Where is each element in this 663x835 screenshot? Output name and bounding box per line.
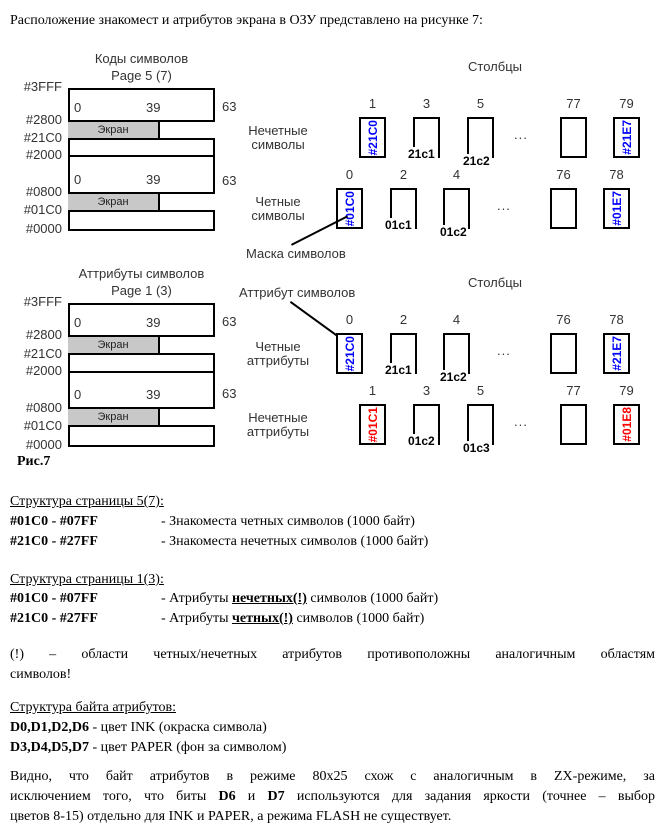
column-number: 2	[399, 312, 408, 327]
column-number: 4	[452, 312, 461, 327]
map1-page-label: Page 5 (7)	[111, 68, 172, 83]
map-col63-label: 63	[222, 173, 237, 188]
box-address-vertical: #21E7	[619, 120, 634, 155]
note-line: (!) – области четных/нечетных атрибутов противоположны аналогичным областям	[10, 647, 655, 662]
address-label: #21C0	[23, 346, 62, 361]
address-range-row	[10, 532, 428, 551]
intro-text: Расположение знакомест и атрибутов экрана в ОЗУ представлено на рисунке 7:	[10, 13, 483, 28]
column-number: 78	[609, 167, 624, 182]
range-description: - Атрибуты нечетных(!) символов (1000 байт)	[161, 591, 439, 606]
box-sublabel: 21c1	[385, 363, 412, 377]
screen-band	[68, 335, 215, 355]
column-box-first	[359, 404, 386, 445]
column-number: 1	[368, 96, 377, 111]
column-number: 3	[422, 96, 431, 111]
address-label: #2800	[25, 112, 62, 127]
map-col39-label: 39	[146, 100, 161, 115]
map1-title: Коды символов	[94, 51, 189, 66]
address-label: #3FFF	[23, 294, 62, 309]
map-divider-line	[68, 155, 215, 157]
screen-band	[68, 192, 215, 212]
attr-pointer-label: Аттрибут символов	[239, 285, 356, 300]
row-label-line1: Четные	[255, 194, 301, 209]
column-number: 79	[619, 383, 634, 398]
attr-bits-row	[10, 738, 286, 757]
section-heading: Структура байта атрибутов:	[10, 700, 177, 715]
bits-label: D3,D4,D5,D7	[10, 740, 89, 755]
column-number: 79	[619, 96, 634, 111]
box-sublabel: 21c2	[440, 370, 467, 384]
row-label-line2: аттрибуты	[246, 424, 310, 439]
column-number: 3	[422, 383, 431, 398]
address-range: #21C0 - #27FF	[10, 611, 98, 626]
map-col39-label: 39	[146, 172, 161, 187]
column-number: 0	[345, 167, 354, 182]
row-label-line1: Нечетные	[248, 410, 308, 425]
address-range: #21C0 - #27FF	[10, 534, 98, 549]
paragraph-line: Видно, что байт атрибутов в режиме 80x25 схож с аналогичным в ZX-режиме, за	[10, 769, 655, 784]
address-label: #01C0	[23, 418, 62, 433]
bits-label: D0,D1,D2,D6	[10, 720, 89, 735]
address-label: #01C0	[23, 202, 62, 217]
column-number: 2	[399, 167, 408, 182]
screen-band	[68, 120, 215, 140]
screen-label: Экран	[97, 124, 129, 136]
screen-label: Экран	[97, 411, 129, 423]
map2-title: Аттрибуты символов	[78, 266, 205, 281]
bold-bit: D7	[267, 789, 285, 804]
column-number: 77	[566, 383, 581, 398]
row-label-line2: аттрибуты	[246, 353, 310, 368]
ellipsis: ...	[497, 198, 511, 213]
map-col63-label: 63	[222, 386, 237, 401]
box-sublabel: 01c1	[385, 218, 412, 232]
map-col0-label: 0	[74, 100, 82, 115]
column-number: 76	[556, 312, 571, 327]
column-box	[467, 404, 494, 445]
row-label	[230, 195, 326, 223]
address-range-row	[10, 589, 438, 608]
map-col39-label: 39	[146, 387, 161, 402]
column-box-first	[336, 333, 363, 374]
box-address-vertical: #01E8	[619, 407, 634, 442]
column-box-last	[613, 404, 640, 445]
section-heading: Структура страницы 1(3):	[10, 572, 164, 587]
column-box-last	[603, 188, 630, 229]
bits-description: - цвет PAPER (фон за символом)	[88, 740, 287, 755]
screen-band-gray	[68, 337, 160, 353]
box-address-vertical: #01E7	[609, 191, 624, 226]
address-label: #2800	[25, 327, 62, 342]
box-sublabel: 01c3	[463, 441, 490, 455]
map-col63-label: 63	[222, 314, 237, 329]
ellipsis: ...	[497, 343, 511, 358]
address-label: #0800	[25, 400, 62, 415]
row-label-line2: символы	[251, 137, 305, 152]
row-label	[230, 340, 326, 368]
column-number: 78	[609, 312, 624, 327]
address-label: #2000	[25, 147, 62, 162]
column-box	[467, 117, 494, 158]
column-box-last	[603, 333, 630, 374]
attr-pointer-line	[290, 301, 343, 340]
box-address-vertical: #01C0	[342, 190, 357, 227]
column-number: 5	[476, 96, 485, 111]
box-address-vertical: #01C1	[365, 406, 380, 443]
column-box	[550, 188, 577, 229]
column-box-first	[359, 117, 386, 158]
map-divider-line	[68, 371, 215, 373]
map-col0-label: 0	[74, 315, 82, 330]
emphasized-text: нечетных(!)	[231, 591, 307, 606]
note-paragraph	[10, 645, 655, 685]
column-number: 76	[556, 167, 571, 182]
box-sublabel: 01c2	[440, 225, 467, 239]
box-address-vertical: #21C0	[342, 335, 357, 372]
address-label: #2000	[25, 363, 62, 378]
paragraph-line: исключением того, что биты D6 и D7 используются для задания яркости (точнее – выбор	[10, 789, 655, 804]
screen-band	[68, 407, 215, 427]
column-number: 77	[566, 96, 581, 111]
ellipsis: ...	[514, 414, 528, 429]
column-box	[443, 188, 470, 229]
box-sublabel: 01c2	[408, 434, 435, 448]
column-box-last	[613, 117, 640, 158]
box-sublabel: 21c2	[463, 154, 490, 168]
address-range: #01C0 - #07FF	[10, 514, 98, 529]
map-col63-label: 63	[222, 99, 237, 114]
row-label-line2: символы	[251, 208, 305, 223]
address-range-row	[10, 512, 415, 531]
address-label: #0000	[25, 221, 62, 236]
ellipsis: ...	[514, 127, 528, 142]
row-label-line1: Четные	[255, 339, 301, 354]
paragraph-line: цветов 8-15) отдельно для INK и PAPER, а режима FLASH не существует.	[10, 809, 452, 824]
mask-pointer-label: Маска символов	[246, 246, 346, 261]
column-box	[560, 117, 587, 158]
screen-label: Экран	[97, 339, 129, 351]
map-col0-label: 0	[74, 172, 82, 187]
address-range-row	[10, 609, 424, 628]
range-description: - Атрибуты четных(!) символов (1000 байт)	[161, 611, 425, 626]
column-box-first	[336, 188, 363, 229]
address-label: #0800	[25, 184, 62, 199]
box-sublabel: 21c1	[408, 147, 435, 161]
screen-band-gray	[68, 409, 160, 425]
range-description: - Знакоместа четных символов (1000 байт)	[161, 514, 415, 529]
bits-description: - цвет INK (окраска символа)	[88, 720, 267, 735]
range-description: - Знакоместа нечетных символов (1000 байт)	[161, 534, 429, 549]
column-number: 4	[452, 167, 461, 182]
address-range: #01C0 - #07FF	[10, 591, 98, 606]
map-col0-label: 0	[74, 387, 82, 402]
column-number: 5	[476, 383, 485, 398]
box-address-vertical: #21C0	[365, 119, 380, 156]
emphasized-text: четных(!)	[231, 611, 293, 626]
screen-band-gray	[68, 122, 160, 138]
map-col39-label: 39	[146, 315, 161, 330]
column-box	[560, 404, 587, 445]
address-label: #3FFF	[23, 79, 62, 94]
figure-caption: Рис.7	[17, 454, 51, 469]
bold-bit: D6	[218, 789, 236, 804]
row-label	[230, 124, 326, 152]
column-number: 1	[368, 383, 377, 398]
columns-heading: Столбцы	[468, 59, 522, 74]
screen-label: Экран	[97, 196, 129, 208]
final-paragraph	[10, 767, 655, 827]
section-heading: Структура страницы 5(7):	[10, 494, 164, 509]
address-label: #21C0	[23, 130, 62, 145]
row-label	[230, 411, 326, 439]
column-number: 0	[345, 312, 354, 327]
box-address-vertical: #21E7	[609, 336, 624, 371]
address-label: #0000	[25, 437, 62, 452]
map2-page-label: Page 1 (3)	[111, 283, 172, 298]
columns-heading: Столбцы	[468, 275, 522, 290]
row-label-line1: Нечетные	[248, 123, 308, 138]
column-box	[550, 333, 577, 374]
attr-bits-row	[10, 718, 267, 737]
screen-band-gray	[68, 194, 160, 210]
note-line: символов!	[10, 667, 72, 682]
column-box	[443, 333, 470, 374]
